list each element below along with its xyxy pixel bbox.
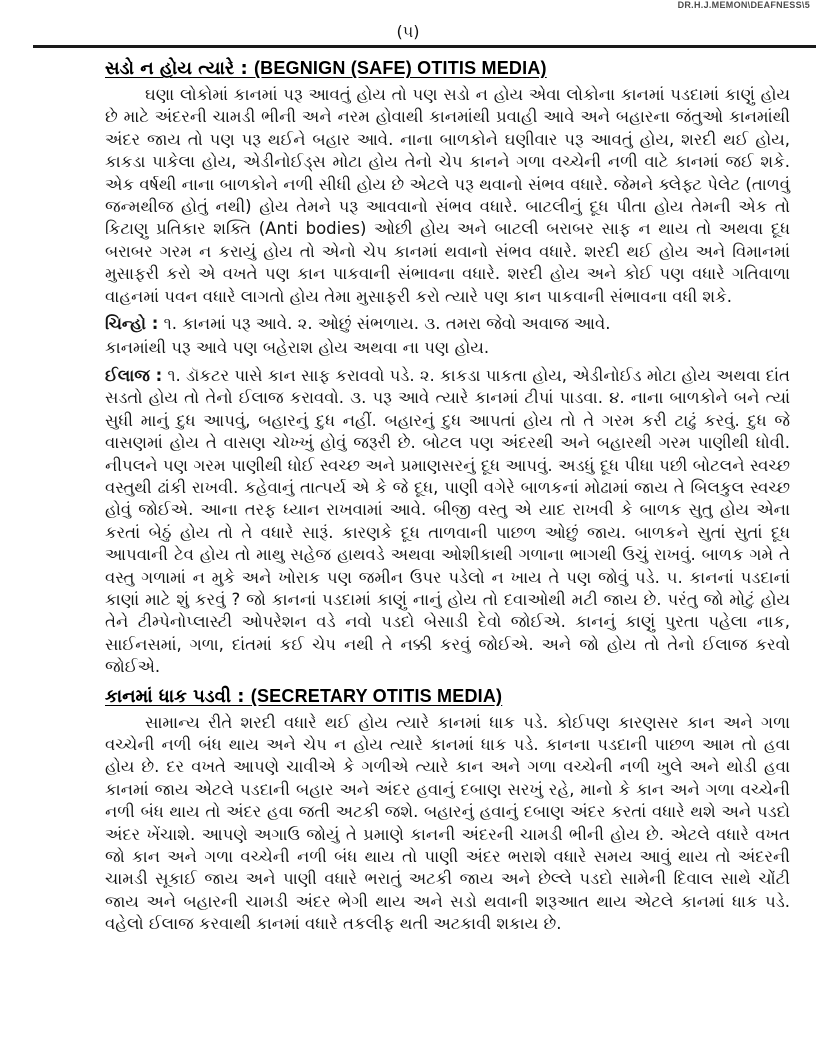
- section2-heading-gujarati: કાનમાં ધાક પડવી :: [105, 685, 251, 707]
- section1-heading-english: (BEGNIGN (SAFE) OTITIS MEDIA): [253, 58, 547, 78]
- signs-text: ૧. કાનમાં પરૂ આવે. ૨. ઓછું સંભળાય. ૩. તમરા જેવો અવાજ આવે.: [163, 314, 611, 334]
- section2-heading-english: (SECRETARY OTITIS MEDIA): [250, 685, 503, 706]
- signs-label: ચિન્હો :: [105, 314, 159, 334]
- header-filename: DR.H.J.MEMON\DEAFNESS\5: [677, 0, 810, 10]
- treatment-paragraph: [105, 365, 790, 679]
- section2-paragraph: સામાન્ય રીતે શરદી વધારે થઈ હોય ત્યારે કાનમાં ધાક પડે. કોઈપણ કારણસર કાન અને ગળા વચ્ચેની નળી બંધ થાય અને ચેપ ન હોય ત્યારે કાનમાં ધાક પડે. કાનના પડદાની પાછળ આમ તો હવા હોય છે. દર વખતે આપણે ચાવીએ કે ગળીએ ત્યારે કાન અને ગળા વચ્ચેની નળી ખુલે અને થોડી હવા કાનમાં જાય એટલે પડદાની બહાર અને અંદર હવાનું દબાણ સરખું રહે, માનો કે કાન અને ગળા વચ્ચેની નળી બંધ થાય તો અંદર હવા જતી અટકી જશે. બહારનું હવાનું દબાણ અંદર કરતાં વધારે થશે અને પડદો અંદર ખેંચાશે. આપણે અગાઉ જોયું તે પ્રમાણે કાનની અંદરની ચામડી ભીની હોય છે. એટલે વધારે વખત જો કાન અને ગળા વચ્ચેની નળી બંધ થાય તો પાણી અંદર ભરાશે વધારે સમય આવું થાય તો અંદરની ચામડી સૂકાઈ જાય અને પાણી વધારે ભરાતું અટકી જાય અને છેલ્લે પડદો સામેની દિવાલ સાથે ચોંટી જાય અને બહારની ચામડી અંદર ભેગી થાય અને સડો થવાની શરૂઆત થાય એટલે કાનમાં ધાક પડે. વહેલો ઈલાજ કરવાથી કાનમાં વધારે તકલીફ થતી અટકાવી શકાય છે.: [105, 712, 790, 934]
- signs-note: કાનમાંથી પરૂ આવે પણ બહેરાશ હોય અથવા ના પણ હોય.: [105, 338, 490, 358]
- treatment-text: ૧. ડૉકટર પાસે કાન સાફ કરાવવો પડે. ૨. કાકડા પાકતા હોય, એડીનોઈડ મોટા હોય અથવા દાંત સડતો હોય તો તેનો ઈલાજ કરાવવો. ૩. પરૂ આવે ત્યારે કાનમાં ટીપાં પાડવા. ૪. નાના બાળકોને બને ત્યાં સુધી માનું દુધ આપવું, બહારનું દુધ નહીં. બહારનું દુધ આપતાં હોય તો તે ગરમ કરી ટાઢું કરવું. દુધ જે વાસણમાં હોય તે વાસણ ચોખ્ખું હોવું જરૂરી છે. બોટલ પણ અંદરથી અને બહારથી ગરમ પાણીથી ધોવી. નીપલને પણ ગરમ પાણીથી ધોઈ સ્વચ્છ અને પ્રમાણસરનું દૂધ આપવું. અડધું દૂધ પીધા પછી બોટલને સ્વચ્છ વસ્તુથી ઢાંકી રાખવી. કહેવાનું તાત્પર્ય એ કે જે દૂધ, પાણી વગેરે બાળકનાં મોઢામાં જાય તે બિલકુલ સ્વચ્છ હોવું જોઈએ. આના તરફ ધ્યાન રાખવામાં આવે. બીજી વસ્તુ એ યાદ રાખવી કે બાળક સુતુ હોય એના કરતાં બેઠું હોય તો તે વધારે સારૂં. કારણકે દૂધ તાળવાની પાછળ ઓછું જાય. બાળકને સુતાં સુતાં દૂધ આપવાની ટેવ હોય તો માથુ સહેજ હાથવડે અથવા ઓશીકાથી ગળાના ભાગથી ઉચું રાખવું. બાળક ગમે તે વસ્તુ ગળામાં ન મુકે અને ખોરાક પણ જમીન ઉપર પડેલો ન ખાય તે પણ જોવું પડે. ૫. કાનનાં પડદાનાં કાણાં માટે શું કરવું ? જો કાનનાં પડદામાં કાણું નાનું હોય તો દવાઓથી મટી જાય છે. પરંતુ જો મોટું હોય તેને ટીમ્પેનોપ્લાસ્ટી ઓપરેશન વડે નવો પડદો બેસાડી દેવો જોઈએ. કાનનું કાણું પુરતા પહેલા નાક, સાઈનસમાં, ગળા, દાંતમાં કઈ ચેપ નથી તે નક્કી કરવું જોઈએ. અને જો હોય તો તેનો ઈલાજ કરવો જોઈએ.: [105, 365, 790, 677]
- document-content: [105, 56, 790, 936]
- section1-heading: [105, 56, 790, 81]
- section2-heading: [105, 684, 790, 709]
- section1-heading-gujarati: સડો ન હોય ત્યારે :: [105, 58, 254, 79]
- page-number: (૫): [396, 22, 420, 41]
- treatment-label: ઈલાજ :: [105, 365, 163, 385]
- signs-line: [105, 313, 790, 335]
- section1-paragraph: ઘણા લોકોમાં કાનમાં પરૂ આવતું હોય તો પણ સડો ન હોય એવા લોકોના કાનમાં પડદામાં કાણું હોય છે માટે અંદરની ચામડી ભીની અને નરમ હોવાથી કાનમાંથી પ્રવાહી આવે અને બહારના જંતુઓ કાનમાંથી અંદર જાય તો પણ પરૂ થઈને બહાર આવે. નાના બાળકોને ઘણીવાર પરૂ આવતું હોય, શરદી થઈ હોય, કાકડા પાકેલા હોય, એડીનોઈડ્સ મોટા હોય તેનો ચેપ કાનને ગળા વચ્ચેની નળી વાટે કાનમાં જઈ શકે. એક વર્ષથી નાના બાળકોને નળી સીધી હોય છે એટલે પરૂ થવાનો સંભવ વધારે. જેમને ક્લેફ્ટ પેલેટ (તાળવું જન્મથીજ હોતું નથી) હોય તેમને પરૂ આવવાનો સંભવ વધારે. બાટલીનું દૂધ પીતા હોય તેમની એક તો કિટાણુ પ્રતિકાર શક્તિ (Anti bodies) ઓછી હોય અને બાટલી બરાબર સાફ ન થાય તો અથવા દૂધ બરાબર ગરમ ન કરાયું હોય તો એનો ચેપ કાનમાં થવાનો સંભવ વધારે. શરદી થઈ હોય અને વિમાનમાં મુસાફરી કરો એ વખતે પણ કાન પાકવાની સંભાવના વધારે. શરદી હોય અને કોઈ પણ વધારે ગતિવાળા વાહનમાં પવન વધારે લાગતો હોય તેમા મુસાફરી કરો ત્યારે પણ કાન પાકવાની સંભાવના વધી શકે.: [105, 85, 790, 306]
- divider-line: [33, 45, 816, 48]
